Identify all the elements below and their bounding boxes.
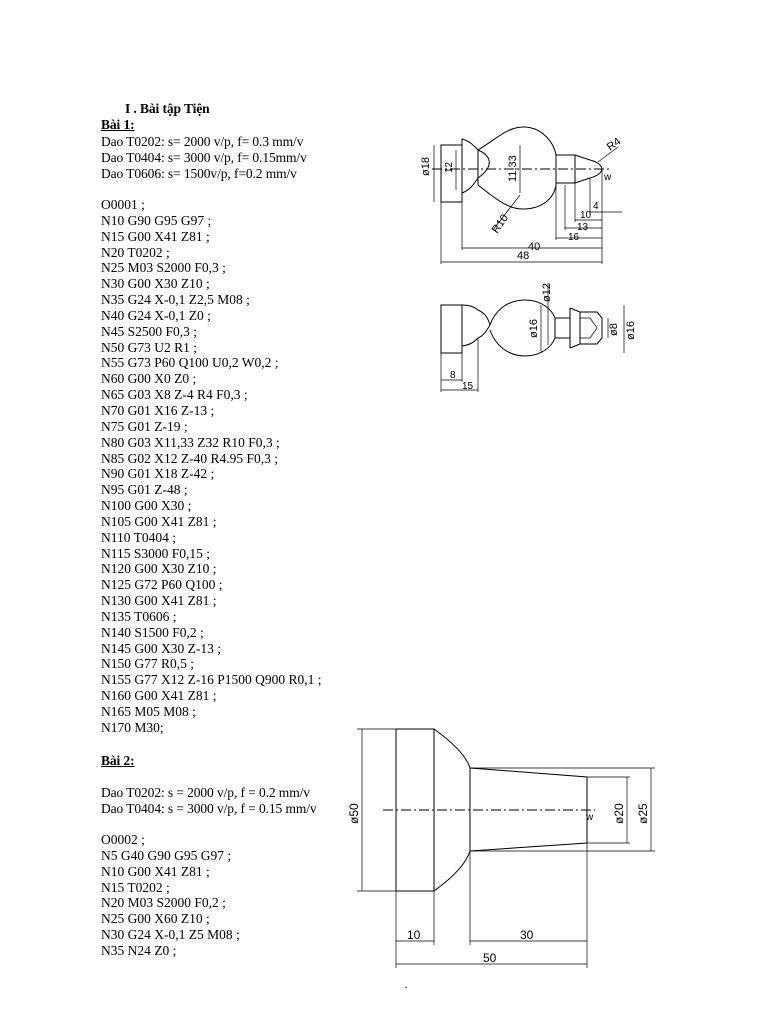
ex1-part2-dim-d8: ø8 xyxy=(608,323,620,336)
ex1-program-line: N155 G77 X12 Z-16 P1500 Q900 R0,1 ; xyxy=(101,672,322,688)
ex2-heading: Bài 2: xyxy=(101,753,135,768)
ex1-dim-40: 40 xyxy=(528,241,541,253)
ex2-program-line: N35 N24 Z0 ; xyxy=(101,942,177,958)
ex1-program-line: N160 G00 X41 Z81 ; xyxy=(101,688,217,704)
ex1-part2-dim-d12: ø12 xyxy=(541,283,553,302)
ex2-program-line: N15 T0202 ; xyxy=(101,879,170,895)
ex1-tool-3: Dao T0606: s= 1500v/p, f=0.2 mm/v xyxy=(101,166,297,181)
ex1-program-line: N110 T0404 ; xyxy=(101,529,177,545)
ex1-program-line: N30 G00 X30 Z10 ; xyxy=(101,276,210,292)
ex1-dim-4: 4 xyxy=(593,201,599,212)
ex2-program-line: O0002 ; xyxy=(101,832,145,847)
footer-mark: · xyxy=(404,980,408,994)
ex1-dim-16: 16 xyxy=(568,232,580,243)
ex1-dim-r10: R10 xyxy=(489,212,512,236)
ex1-program-line: N140 S1500 F0,2 ; xyxy=(101,624,204,640)
ex2-w-label: w xyxy=(586,812,594,823)
ex1-program-line: N75 G01 Z-19 ; xyxy=(101,418,188,434)
ex1-program-line: N170 M30; xyxy=(101,719,164,735)
ex2-dim-10: 10 xyxy=(407,928,421,942)
ex2-program-line: N10 G00 X41 Z81 ; xyxy=(101,863,210,879)
ex2-program-line: N5 G40 G90 G95 G97 ; xyxy=(101,847,232,863)
ex1-part2-dim-15: 15 xyxy=(462,381,474,392)
ex1-program-line: N90 G01 X18 Z-42 ; xyxy=(101,466,215,482)
ex1-program-line: N80 G03 X11,33 Z32 R10 F0,3 ; xyxy=(101,434,280,450)
ex1-program-line: N55 G73 P60 Q100 U0,2 W0,2 ; xyxy=(101,355,279,371)
section-title: I . Bài tập Tiện xyxy=(125,101,210,116)
ex1-program-line: N85 G02 X12 Z-40 R4.95 F0,3 ; xyxy=(101,450,279,466)
ex1-program-line: N150 G77 R0,5 ; xyxy=(101,656,195,672)
ex1-dim-10: 10 xyxy=(580,210,592,221)
ex1-part2-dim-8: 8 xyxy=(450,370,456,381)
ex1-program-line: N25 M03 S2000 F0,3 ; xyxy=(101,260,226,276)
ex2-tool-1: Dao T0202: s = 2000 v/p, f = 0.2 mm/v xyxy=(101,785,310,800)
ex1-tool-2: Dao T0404: s= 3000 v/p, f= 0.15mm/v xyxy=(101,150,307,165)
ex2-dim-d50: ø50 xyxy=(347,803,361,824)
ex1-dim-d12: 12 xyxy=(444,161,455,173)
ex1-program-line: N70 G01 X16 Z-13 ; xyxy=(101,402,215,418)
ex1-program-line: N105 G00 X41 Z81 ; xyxy=(101,513,217,529)
ex1-program-line: N40 G24 X-0,1 Z0 ; xyxy=(101,307,211,323)
ex1-program-line: N10 G90 G95 G97 ; xyxy=(101,212,212,228)
ex1-program-line: N135 T0606 ; xyxy=(101,608,177,624)
ex1-dim-48: 48 xyxy=(517,250,530,262)
ex1-program-line: N100 G00 X30 ; xyxy=(101,498,192,514)
ex1-program-line: N120 G00 X30 Z10 ; xyxy=(101,561,217,577)
ex1-program-line: N125 G72 P60 Q100 ; xyxy=(101,577,223,593)
ex1-program-line: N15 G00 X41 Z81 ; xyxy=(101,228,210,244)
ex2-program-line: N20 M03 S2000 F0,2 ; xyxy=(101,895,226,911)
ex1-dim-d1133: 11,33 xyxy=(507,155,519,182)
ex1-program-line: N50 G73 U2 R1 ; xyxy=(101,339,198,355)
ex2-dim-d20: ø20 xyxy=(612,803,626,824)
ex2-dim-d25: ø25 xyxy=(636,803,650,824)
ex1-program-line: N60 G00 X0 Z0 ; xyxy=(101,371,197,387)
ex1-program-line: N115 S3000 F0,15 ; xyxy=(101,545,211,561)
ex1-part2-dim-d16a: ø16 xyxy=(528,319,540,338)
ex1-program-line: N35 G24 X-0,1 Z2,5 M08 ; xyxy=(101,292,250,308)
ex2-program-line: N25 G00 X60 Z10 ; xyxy=(101,911,210,927)
ex1-dim-d18: ø18 xyxy=(420,157,432,176)
ex1-heading: Bài 1: xyxy=(101,117,135,132)
ex1-dim-r4: R4 xyxy=(604,135,624,154)
ex1-program-line: N20 T0202 ; xyxy=(101,244,170,260)
ex2-program-line: N30 G24 X-0,1 Z5 M08 ; xyxy=(101,927,240,943)
ex1-w-label: w xyxy=(604,172,612,183)
ex1-part2-dim-d16b: ø16 xyxy=(625,321,637,340)
ex2-dim-30: 30 xyxy=(520,928,534,942)
ex1-program-line: N130 G00 X41 Z81 ; xyxy=(101,593,217,609)
ex1-program-line: N145 G00 X30 Z-13 ; xyxy=(101,640,221,656)
ex2-tool-2: Dao T0404: s = 3000 v/p, f = 0.15 mm/v xyxy=(101,801,317,816)
ex1-program-line: N45 S2500 F0,3 ; xyxy=(101,323,198,339)
ex1-program-line: N95 G01 Z-48 ; xyxy=(101,482,188,498)
ex1-program-line: N165 M05 M08 ; xyxy=(101,704,196,719)
ex1-tool-1: Dao T0202: s= 2000 v/p, f= 0.3 mm/v xyxy=(101,134,304,149)
ex1-dim-13: 13 xyxy=(577,222,589,233)
ex2-dim-50: 50 xyxy=(483,951,497,965)
ex1-program-line: O0001 ; xyxy=(101,197,145,212)
ex1-program-line: N65 G03 X8 Z-4 R4 F0,3 ; xyxy=(101,387,248,403)
